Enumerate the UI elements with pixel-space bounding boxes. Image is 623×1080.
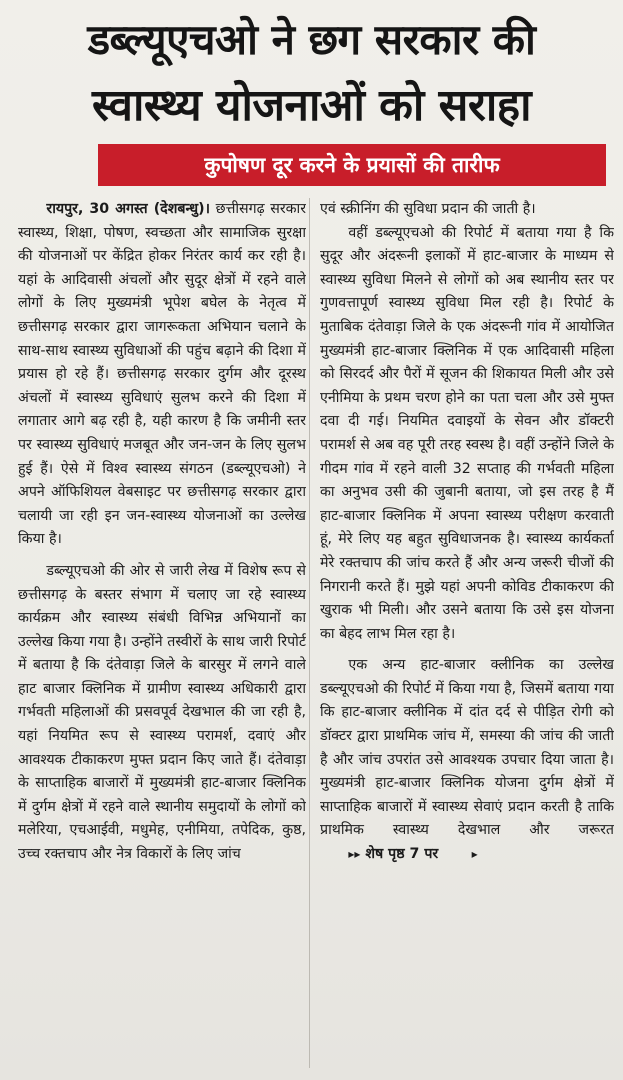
double-arrow-icon: ▸▸ xyxy=(348,847,361,862)
paragraph-text: छत्तीसगढ़ सरकार स्वास्थ्य, शिक्षा, पोषण, स्वच्छता और सामाजिक सुरक्षा की योजनाओं पर केंद्रित होकर निरंतर कार्य कर रही है। यहां के आदिवासी अंचलों और सुदूर क्षेत्रों में रहने वाले लोगों के लिए मुख्यमंत्री भूपेश बघेल के नेतृत्व में छत्तीसगढ़ सरकार द्वारा जागरूकता अभियान चलाने के साथ-साथ स्वास्थ्य सुविधाओं की पहुंच बढ़ाने की दिशा में प्रयास हो रहे हैं। छत्तीसगढ़ सरकार दुर्गम और दूरस्थ अंचलों में स्वास्थ्य सुविधाएं सुलभ करने की दिशा में लगातार आगे बढ़ रही है, यही कारण है कि जमीनी स्तर पर स्वास्थ्य सुविधाएं मजबूत और जन-जन के लिए सुलभ हुई हैं। ऐसे में विश्व स्वास्थ्य संगठन (डब्ल्यूएचओ) ने अपने ऑफिशियल वेबसाइट पर छत्तीसगढ़ सरकार द्वारा चलायी जा रही इन जन-स्वास्थ्य योजनाओं का उल्लेख किया है। xyxy=(18,201,306,548)
continuation-note xyxy=(320,846,478,862)
paragraph-text: एक अन्य हाट-बाजार क्लीनिक का उल्लेख डब्ल्यूएचओ की रिपोर्ट में किया गया है, जिसमें बताया गया कि हाट-बाजार क्लीनिक में दांत दर्द से पीड़ित रोगी को डॉक्टर द्वारा प्राथमिक जांच में, समस्या की जांच की जाती है और जांच उपरांत उसे आवश्यक उपचार दिया जाता है। मुख्यमंत्री हाट-बाजार क्लिनिक योजना दुर्गम क्षेत्रों में साप्ताहिक बाजारों में स्वास्थ्य सेवाएं प्रदान करती है ताकि प्राथमिक स्वास्थ्य देखभाल और जरूरत xyxy=(320,657,614,839)
article-column-right xyxy=(320,198,614,1068)
dateline: रायपुर, 30 अगस्त (देशबन्धु)। xyxy=(46,201,210,217)
article-column-left xyxy=(18,198,306,1068)
subheadline-banner xyxy=(98,144,606,186)
article-paragraph: डब्ल्यूएचओ की ओर से जारी लेख में विशेष रूप से छत्तीसगढ़ के बस्तर संभाग में चलाए जा रहे स्वास्थ्य कार्यक्रम और स्वास्थ्य संबंधी विभिन्न अभियानों का उल्लेख किया गया है। उन्होंने तस्वीरों के साथ जारी रिपोर्ट में बताया है कि दंतेवाड़ा जिले के बारसुर में लगने वाले हाट बाजार क्लिनिक में ग्रामीण स्वास्थ्य अधिकारी द्वारा गर्भवती महिलाओं की प्रसवपूर्व देखभाल की जा रही है, यहां नियमित रूप से स्वास्थ्य परामर्श, दवाएं और आवश्यक टीकाकरण मुफ्त प्रदान किए जाते हैं। दंतेवाड़ा के साप्ताहिक बाजारों में मुख्यमंत्री हाट-बाजार क्लिनिक में दुर्गम क्षेत्रों में रहने वाले स्थानीय समुदायों के लोगों को मलेरिया, एचआईवी, मधुमेह, एनीमिया, तपेदिक, कुष्ठ, उच्च रक्तचाप और नेत्र विकारों के लिए जांच xyxy=(18,562,306,863)
continuation-text: शेष पृष्ठ 7 पर xyxy=(365,846,439,863)
article-paragraph: वहीं डब्ल्यूएचओ की रिपोर्ट में बताया गया है कि सुदूर और अंदरूनी इलाकों में हाट-बाजार के माध्यम से स्वास्थ्य सुविधा मिलने से लोगों को अब स्थानीय स्तर पर गुणवत्तापूर्ण स्वास्थ्य सुविधा मिल रही है। रिपोर्ट के मुताबिक दंतेवाड़ा जिले के एक अंदरूनी गांव में आयोजित मुख्यमंत्री हाट-बाजार क्लिनिक में एक आदिवासी महिला को सिरदर्द और पैरों में सूजन की शिकायत मिली और उसे एनीमिया के प्रथम चरण होने का पता चला और उसे मुफ्त दवा दी गई। नियमित दवाइयों के सेवन और डॉक्टरी परामर्श से अब वह पूरी तरह स्वस्थ है। वहीं उन्होंने जिले के गीदम गांव में रहने वाली 32 सप्ताह की गर्भवती महिला का अनुभव उसी की जुबानी बताया, जो इस तरह है मैं हाट-बाजार क्लिनिक में अपना स्वास्थ्य परीक्षण करवाती हूं, मेरे लिए यह बहुत सुविधाजनक है। स्वास्थ्य कार्यकर्ता मेरे रक्तचाप की जांच करते हैं और अन्य जरूरी चीजों की निगरानी करते हैं। मुझे यहां अपनी कोविड टीकाकरण की खुराक भी मिली। और उसने बताया कि उसे इस योजना का बेहद लाभ मिल रहा है। xyxy=(320,224,614,642)
column-divider xyxy=(309,198,310,1068)
headline-line-1: डब्ल्यूएचओ ने छग सरकार की xyxy=(87,15,536,64)
article-paragraph xyxy=(18,198,306,552)
subheadline-text: कुपोषण दूर करने के प्रयासों की तारीफ xyxy=(204,153,500,177)
article-paragraph xyxy=(320,654,614,866)
article-paragraph: एवं स्क्रीनिंग की सुविधा प्रदान की जाती है। xyxy=(320,201,536,217)
headline-line-2: स्वास्थ्य योजनाओं को सराहा xyxy=(91,80,532,131)
arrow-icon: ▸ xyxy=(471,847,478,862)
